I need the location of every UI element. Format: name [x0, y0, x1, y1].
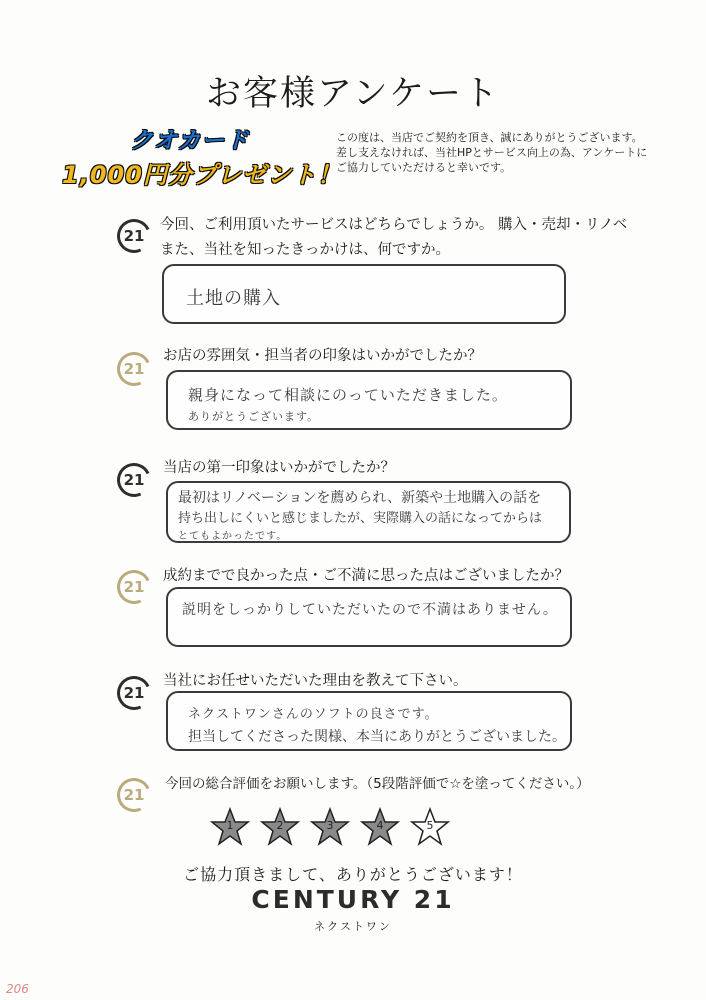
- question-4-line-1: 成約までで良かった点・ご不満に思った点はございましたか？: [163, 568, 569, 584]
- thanks-message: ご協力頂きまして、ありがとうございます！: [183, 865, 523, 884]
- intro-line: ご協力していただけると幸いです。: [336, 161, 512, 174]
- page-title: お客様アンケート: [206, 74, 500, 114]
- rating-star[interactable]: [410, 807, 450, 847]
- question-3-line-1: 当店の第一印象はいかがでしたか？: [163, 460, 395, 476]
- answer-2-line: ありがとうございます。: [188, 410, 320, 423]
- question-1-line-2: また、当社を知ったきっかけは、何ですか。: [160, 242, 450, 258]
- star-number: 1: [226, 819, 234, 832]
- rating-star[interactable]: [310, 807, 350, 847]
- answer-box-3[interactable]: [166, 481, 571, 543]
- rating-star[interactable]: [360, 807, 400, 847]
- answer-3-line: 持ち出しにくいと感じましたが、実際購入の話になってからは: [178, 511, 543, 526]
- star-number: 3: [326, 819, 334, 832]
- star-number: 5: [426, 819, 434, 832]
- question-1-line-1: 今回、ご利用頂いたサービスはどちらでしょうか。 購入・売却・リノベ: [160, 217, 628, 233]
- answer-3-line: とてもよかったです。: [178, 531, 288, 542]
- question-5-line-1: 当社にお任せいただいた理由を教えて下さい。: [163, 673, 468, 689]
- page-mark: 206: [6, 982, 29, 996]
- promo-line-1: クオカード: [130, 128, 250, 154]
- question-2-line-1: お店の雰囲気・担当者の印象はいかがでしたか？: [163, 348, 482, 364]
- century21-logo-icon: 21: [112, 773, 156, 817]
- rating-star[interactable]: [260, 807, 300, 847]
- intro-line: 差し支えなければ、当社HPとサービス向上の為、アンケートに: [336, 146, 648, 159]
- answer-4-line: 説明をしっかりしていただいたので不満はありません。: [182, 602, 558, 618]
- century21-logo-icon: 21: [112, 671, 156, 715]
- intro-text: [336, 130, 676, 175]
- star-number: 4: [376, 819, 384, 832]
- answer-box-5[interactable]: [166, 691, 572, 751]
- century21-logo-icon: 21: [112, 565, 156, 609]
- answer-3-line: 最初はリノベーションを薦められ、新築や土地購入の話を: [178, 490, 542, 506]
- intro-line: この度は、当店でご契約を頂き、誠にありがとうございます。: [336, 131, 643, 144]
- brand-logo-text: CENTURY 21: [251, 885, 455, 914]
- answer-box-2[interactable]: [166, 370, 572, 430]
- brand-subtitle: ネクストワン: [314, 920, 392, 933]
- century21-logo-icon: 21: [112, 458, 156, 502]
- star-number: 2: [276, 819, 284, 832]
- answer-5-line: ネクストワンさんのソフトの良さです。: [188, 707, 439, 722]
- answer-box-4[interactable]: [166, 587, 572, 647]
- answer-box-1[interactable]: [162, 264, 566, 324]
- answer-2-line: 親身になって相談にのっていただきました。: [188, 386, 508, 404]
- century21-logo-icon: 21: [112, 214, 156, 258]
- rating-star[interactable]: [210, 807, 250, 847]
- answer-1-line: 土地の購入: [186, 288, 281, 309]
- answer-5-line: 担当してくださった関様、本当にありがとうございました。: [188, 729, 566, 745]
- promo-line-2: 1,000円分プレゼント！: [62, 161, 342, 189]
- century21-logo-icon: 21: [112, 347, 156, 391]
- question-6-line-1: 今回の総合評価をお願いします。（5段階評価で☆を塗ってください。）: [165, 776, 590, 792]
